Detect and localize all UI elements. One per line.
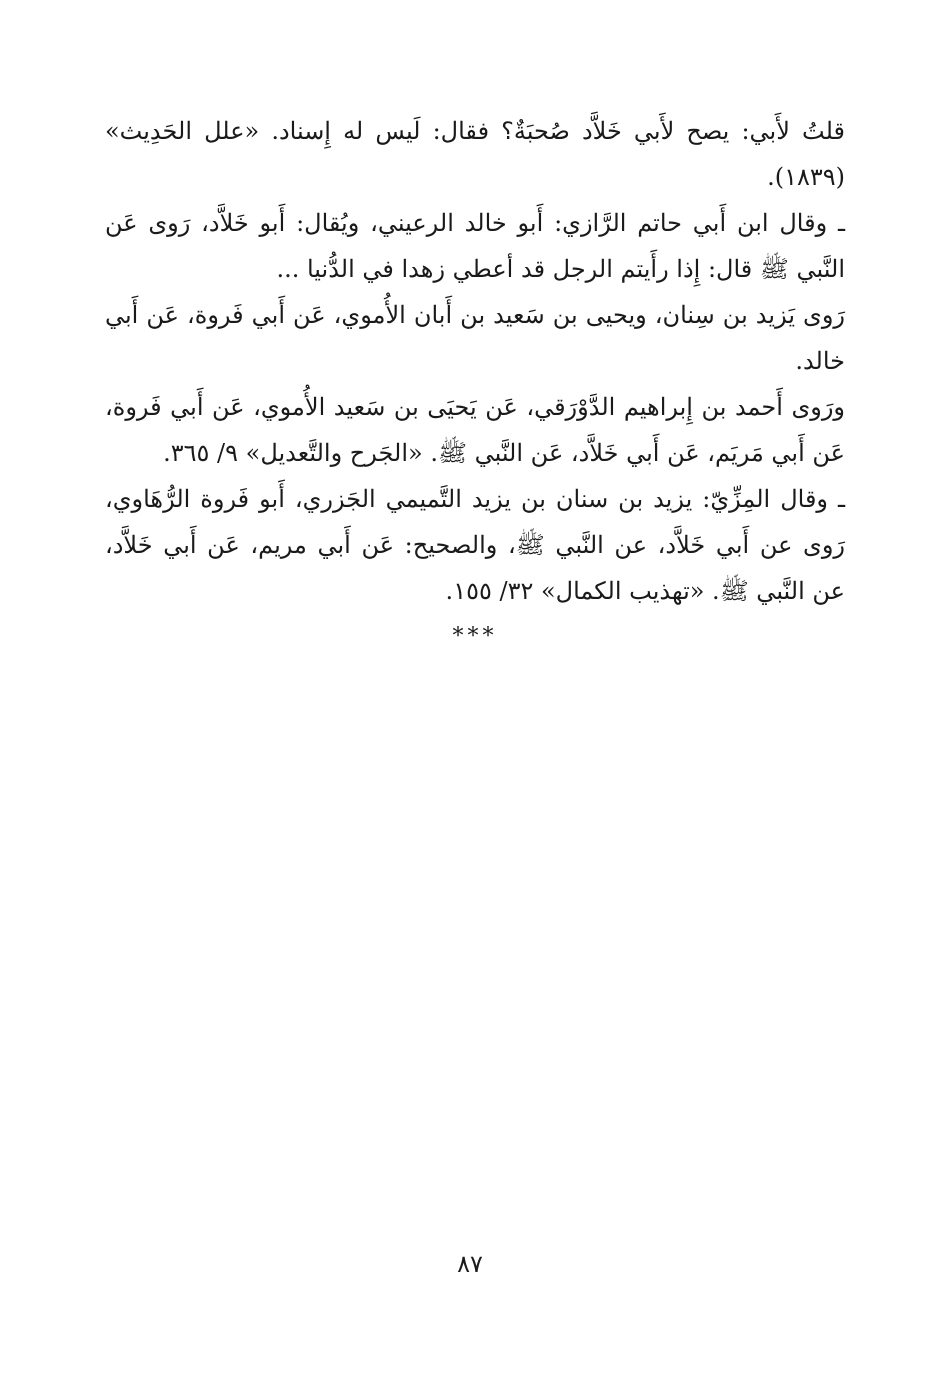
paragraph-2: ـ وقال ابن أَبي حاتم الرَّازي: أَبو خالد الرعيني، ويُقال: أَبو خَلاَّد، رَوى عَن النَّبي ﷺ قال: إِذا رأَيتم الرجل قد أعطي زهدا في الدُّنيا ...	[105, 209, 846, 283]
section-separator: ***	[452, 624, 498, 649]
paragraph-1: قلتُ لأَبي: يصح لأَبي خَلاَّد صُحبَةٌ؟ فقال: لَيس له إِسناد. «علل الحَدِيث» (١٨٣٩).	[105, 117, 845, 191]
paragraph-3: رَوى يَزيد بن سِنان، ويحيى بن سَعيد بن أَبان الأُموي، عَن أَبي فَروة، عَن أَبي خالد.	[105, 301, 845, 375]
page-number: ٨٧	[457, 1250, 483, 1278]
page-body	[105, 108, 845, 649]
paragraph-5: ـ وقال المِزِّيّ: يزيد بن سنان بن يزيد التَّميمي الجَزري، أَبو فَروة الرُّهَاوي، رَوى عن أَبي خَلاَّد، عن النَّبي ﷺ، والصحيح: عَن أَبي مريم، عَن أَبي خَلاَّد، عن النَّبي ﷺ. «تهذيب الكمال» ٣٢/ ١٥٥.	[105, 485, 845, 605]
paragraph-4: ورَوى أَحمد بن إِبراهيم الدَّوْرَقي، عَن يَحيَى بن سَعيد الأُموي، عَن أَبي فَروة، عَن أَبي مَريَم، عَن أَبي خَلاَّد، عَن النَّبي ﷺ. «الجَرح والتَّعديل» ٩/ ٣٦٥.	[105, 393, 845, 467]
